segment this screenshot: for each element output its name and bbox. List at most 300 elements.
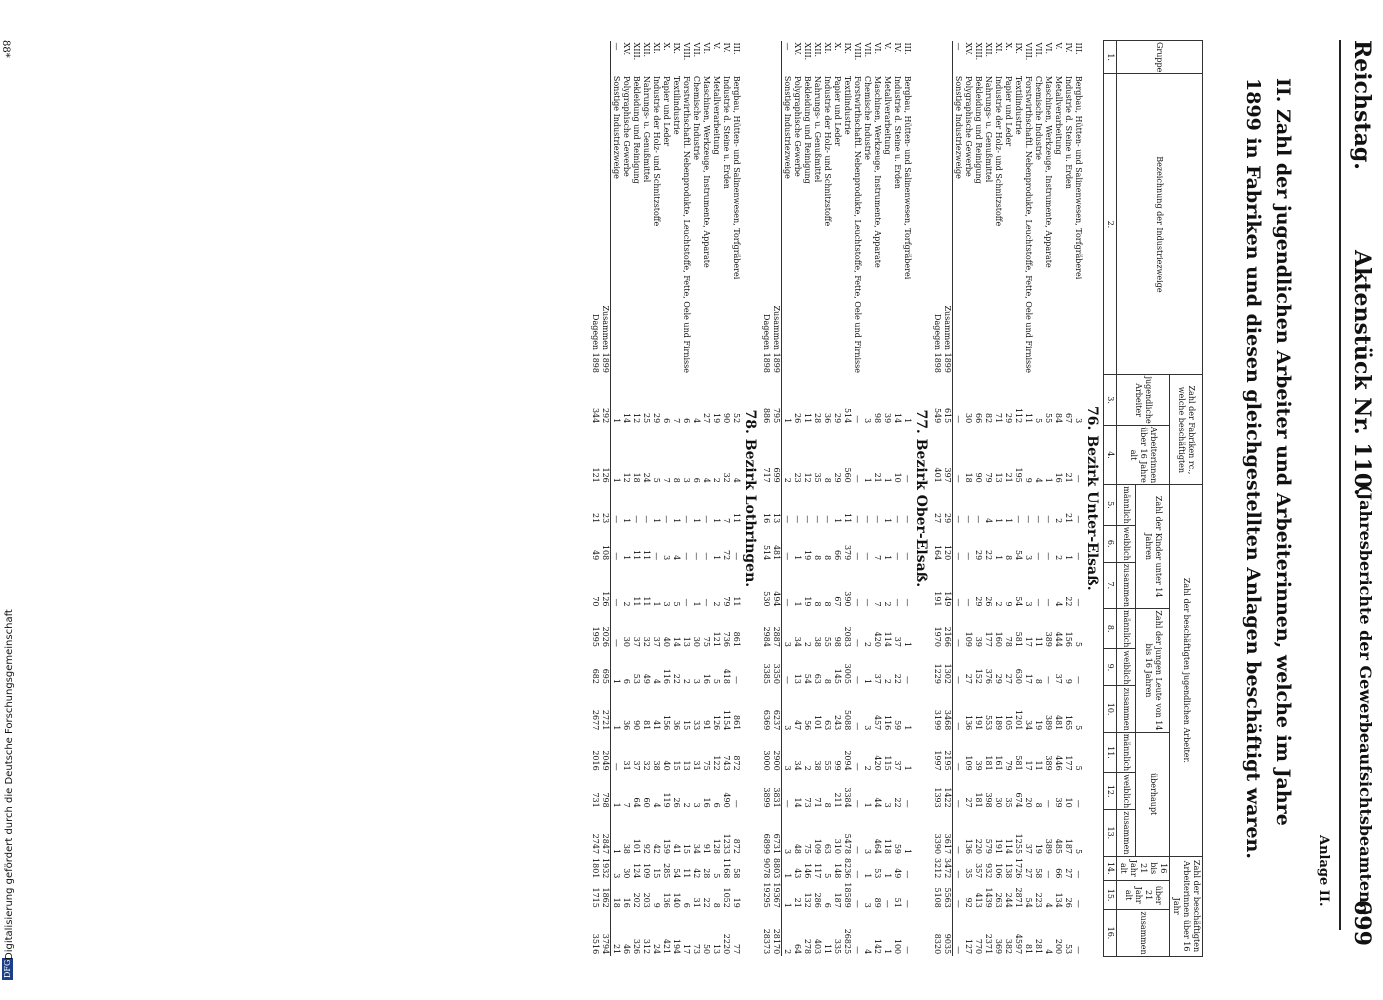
table-cell: 20 (1024, 797, 1033, 808)
table-cell: 1 (622, 555, 631, 561)
gruppe-cell: XIII. (974, 42, 983, 61)
table-cell: — (863, 598, 872, 607)
table-cell: — (954, 799, 963, 808)
table-cell: 41 (652, 720, 661, 731)
gruppe-cell: XII. (984, 42, 993, 58)
table-cell: 8 (1004, 555, 1013, 561)
table-cell: 1 (994, 555, 1003, 561)
table-cell: 263 (994, 892, 1003, 908)
table-cell: 3899 (762, 787, 771, 808)
table-cell: 29 (974, 596, 983, 607)
table-row (661, 41, 671, 957)
table-cell: 26 (1064, 897, 1073, 908)
table-cell: 861 (732, 631, 741, 647)
table-cell: 39 (974, 636, 983, 647)
table-cell: 29 (942, 485, 953, 525)
table-cell: — (813, 515, 822, 524)
table-cell: 490 (722, 792, 731, 808)
industry-name-cell: Bergbau, Hütten- und Salinenwesen, Torfgräberei (732, 75, 741, 280)
table-cell: 30 (622, 868, 631, 879)
table-cell: 31 (692, 760, 701, 771)
table-cell: 27 (1024, 868, 1033, 879)
table-cell: 1 (883, 477, 892, 483)
table-cell: 286 (813, 892, 822, 908)
table-cell: 60 (642, 797, 651, 808)
table-cell: 19 (1034, 843, 1043, 855)
table-row (993, 41, 1003, 957)
table-cell: 9078 (762, 858, 771, 879)
table-cell: 12 (803, 472, 812, 483)
table-cell: 29 (652, 413, 661, 424)
table-cell: 49 (591, 550, 600, 561)
table-cell: 2677 (591, 709, 600, 731)
industry-name-cell: Industrie der Holz- und Schnitzstoffe (652, 75, 661, 227)
table-cell: — (853, 552, 862, 561)
table-cell: — (682, 552, 691, 561)
table-cell: 105 (1004, 715, 1013, 731)
table-cell: 27 (933, 513, 942, 524)
table-row (611, 41, 622, 957)
table-cell: 1 (903, 848, 912, 855)
gruppe-cell: XV. (964, 42, 973, 56)
table-cell: 1995 (591, 626, 600, 647)
industry-name-cell: Bergbau, Hütten- und Salinenwesen, Torfgräberei (903, 75, 912, 280)
table-cell: 1 (783, 418, 792, 424)
table-cell: 11 (642, 550, 651, 561)
gruppe-cell: XI. (823, 42, 832, 54)
table-row (842, 41, 852, 957)
table-cell: — (954, 870, 963, 879)
table-cell: — (1044, 799, 1053, 808)
table-cell: 29 (833, 472, 842, 483)
industry-name-cell: Chemische Industrie (1034, 75, 1043, 161)
gruppe-cell: V. (712, 42, 721, 50)
table-cell: 120 (942, 525, 953, 562)
gruppe-cell: XIII. (803, 42, 812, 61)
table-cell: 2984 (762, 626, 771, 647)
table-cell: — (903, 598, 912, 607)
table-cell: — (853, 946, 862, 955)
table-cell: — (1074, 946, 1083, 955)
table-cell: 514 (843, 407, 852, 424)
table-cell: 203 (642, 892, 651, 908)
table-row (832, 41, 842, 957)
table-cell: 278 (803, 938, 812, 955)
table-cell: 11 (1024, 413, 1033, 424)
table-row (701, 41, 711, 957)
table-cell: 1 (793, 601, 802, 607)
table-cell: 109 (964, 755, 973, 771)
table-cell: 7 (722, 518, 731, 524)
table-cell: 91 (702, 843, 711, 855)
table-cell: 13 (682, 636, 691, 647)
table-cell: 108 (600, 525, 611, 562)
table-cell: 1302 (942, 649, 953, 686)
table-cell: 70 (591, 596, 600, 607)
table-cell: 145 (833, 668, 842, 684)
table-cell: 14 (793, 797, 802, 808)
table-cell: 34 (1024, 720, 1033, 731)
table-cell: 71 (813, 797, 822, 808)
table-cell: — (853, 675, 862, 684)
industry-name-cell: Forstwirthschaftl. Nebenprodukte, Leuchtstoffe, Fette, Oele und Firnisse (853, 75, 862, 373)
table-cell: 59 (893, 843, 902, 855)
table-cell: 89 (873, 897, 882, 908)
table-cell: 579 (984, 838, 993, 855)
table-cell: 2 (803, 765, 812, 771)
table-cell: 4 (732, 477, 741, 483)
comparison-label: Dagegen 1898 (762, 314, 771, 373)
col-kinder: Zahl der Kinder unter 14 Jahren (1136, 485, 1170, 609)
industry-name-cell: Industrie d. Steine u. Erden (1064, 75, 1073, 189)
table-cell: 1801 (591, 858, 600, 879)
table-cell: 1422 (942, 773, 953, 810)
empty-cell (590, 41, 600, 74)
header-rule (1339, 40, 1341, 930)
table-cell: — (893, 598, 902, 607)
table-cell: 15 (682, 720, 691, 731)
table-row (641, 41, 651, 957)
table-row (1013, 41, 1023, 957)
table-cell: — (903, 474, 912, 483)
table-row (621, 41, 631, 957)
table-cell: — (903, 899, 912, 908)
table-cell: 312 (642, 938, 651, 955)
table-cell: 146 (803, 863, 812, 879)
table-cell: 3 (783, 641, 792, 647)
table-cell: 1 (672, 518, 681, 524)
table-cell: 14 (672, 636, 681, 647)
comparison-row (932, 41, 942, 957)
industry-name-cell: Sonstige Industriezweige (954, 75, 963, 179)
table-cell: 58 (732, 868, 741, 879)
table-cell: 19367 (772, 882, 781, 908)
section-heading-row (912, 41, 932, 957)
table-cell: 13 (771, 485, 782, 525)
table-cell: 1 (883, 949, 892, 955)
table-cell: 138 (1004, 863, 1013, 879)
table-cell: — (793, 515, 802, 524)
table-cell: 16 (1054, 472, 1063, 483)
table-cell: — (853, 598, 862, 607)
table-cell: 187 (833, 892, 842, 908)
table-cell: — (1044, 870, 1053, 879)
table-cell: 191 (994, 838, 1003, 855)
industry-name-cell: Textilindustrie (843, 75, 852, 135)
table-cell: — (863, 515, 872, 524)
table-cell: 136 (964, 715, 973, 731)
table-cell: 149 (942, 562, 953, 608)
table-cell: — (954, 846, 963, 855)
table-cell: 11 (732, 596, 741, 607)
total-label: Zusammen 1899 (771, 74, 782, 375)
table-cell: 195 (1014, 467, 1023, 483)
table-cell: 1168 (722, 858, 731, 879)
table-row (963, 41, 973, 957)
table-cell: 12 (632, 413, 641, 424)
column-number: 7. (1104, 562, 1117, 608)
table-cell: 11 (1034, 760, 1043, 771)
table-cell: 369 (994, 938, 1003, 955)
table-cell: — (1034, 515, 1043, 524)
table-cell: 5 (652, 477, 661, 483)
table-cell: 26 (672, 797, 681, 808)
table-cell: 181 (984, 755, 993, 771)
table-cell: — (853, 474, 862, 483)
col-zahl-beschaeftigt: Zahl der beschäftigten jugendlichen Arbeiter. (1170, 485, 1203, 856)
table-cell: 1 (863, 802, 872, 808)
table-cell: 8 (813, 555, 822, 561)
table-cell: 21 (793, 897, 802, 908)
table-cell: 134 (1054, 892, 1063, 908)
table-cell: 64 (632, 797, 641, 808)
table-cell: — (702, 598, 711, 607)
column-number: 15. (1104, 880, 1117, 909)
table-cell: 177 (984, 631, 993, 647)
table-cell: 8803 (772, 858, 781, 879)
table-cell: 67 (1064, 413, 1073, 424)
table-cell: — (903, 515, 912, 524)
table-cell: — (612, 762, 621, 771)
table-cell: 6 (622, 678, 631, 684)
table-cell: 1439 (984, 887, 993, 908)
table-cell: 3350 (771, 649, 782, 686)
table-cell: 1154 (722, 709, 731, 731)
table-cell: 116 (662, 668, 671, 684)
gruppe-cell: XI. (994, 42, 1003, 54)
table-cell: 13 (682, 760, 691, 771)
table-cell: 795 (771, 375, 782, 425)
table-cell: 17 (1024, 673, 1033, 684)
table-cell: — (612, 638, 621, 647)
table-cell: 494 (771, 562, 782, 608)
table-cell: 2721 (600, 686, 611, 732)
table-cell: 4 (692, 418, 701, 424)
table-cell: — (853, 799, 862, 808)
table-cell: 75 (702, 636, 711, 647)
col-j-z: zusammen (1117, 686, 1136, 732)
table-cell: 55 (823, 636, 832, 647)
table-cell: 30 (622, 636, 631, 647)
table-cell: — (954, 552, 963, 561)
table-cell: 292 (600, 375, 611, 425)
page-number: 699 (1349, 900, 1375, 946)
table-cell: — (702, 552, 711, 561)
table-cell: 98 (873, 413, 882, 424)
table-cell: 126 (600, 425, 611, 485)
table-cell: 11 (632, 596, 641, 607)
table-cell: 187 (1064, 838, 1073, 855)
col-arbeiterinnen-ueber16: Zahl der beschäftigten Arbeiterinnen über 16 Jahr (1170, 856, 1203, 956)
table-cell: 34 (692, 843, 701, 855)
total-row (600, 41, 611, 957)
gruppe-cell: VII. (1034, 42, 1043, 58)
industry-name-cell: Sonstige Industriezweige (783, 75, 792, 179)
industry-name-cell: Bekleidung und Reinigung (803, 75, 812, 184)
table-cell: 1229 (933, 663, 942, 684)
table-cell: 11 (1034, 636, 1043, 647)
table-cell: — (1074, 474, 1083, 483)
table-cell: 8 (823, 678, 832, 684)
dfg-logo (2, 959, 16, 1000)
table-cell: 58 (1034, 868, 1043, 879)
table-cell: 770 (974, 938, 983, 955)
table-cell: 78 (1004, 636, 1013, 647)
table-cell: — (903, 552, 912, 561)
table-cell: 37 (632, 760, 641, 771)
table-cell: 13 (994, 472, 1003, 483)
table-cell: 390 (843, 591, 852, 607)
table-cell: 66 (833, 550, 842, 561)
table-cell: 1 (612, 725, 621, 731)
col-junge: Zahl der jungen Leute von 14 bis 16 Jahren (1136, 609, 1170, 733)
table-cell: 75 (702, 760, 711, 771)
industry-name-cell: Nahrungs- u. Genußmittel (642, 75, 651, 183)
table-cell: 3000 (762, 750, 771, 771)
table-cell: — (732, 552, 741, 561)
table-cell: 376 (984, 668, 993, 684)
table-cell: 5 (712, 678, 721, 684)
industry-name-cell: Papier und Leder (1004, 75, 1013, 147)
table-cell: 5 (1074, 641, 1083, 647)
table-cell: 3 (1024, 555, 1033, 561)
table-cell: 223 (1034, 892, 1043, 908)
table-cell: 1 (883, 873, 892, 879)
table-cell: — (903, 799, 912, 808)
table-cell: 1 (692, 518, 701, 524)
table-cell: 3 (783, 765, 792, 771)
table-cell: 161 (994, 755, 1003, 771)
table-cell: 23 (600, 485, 611, 525)
table-row (872, 41, 882, 957)
gruppe-cell: XV. (622, 42, 631, 56)
table-cell: 54 (1024, 897, 1033, 908)
table-cell: — (612, 552, 621, 561)
column-number: 13. (1104, 810, 1117, 856)
table-row (862, 41, 872, 957)
table-cell: 109 (813, 838, 822, 855)
industry-name-cell: Chemische Industrie (692, 75, 701, 161)
table-cell: — (1044, 515, 1053, 524)
table-cell: 3390 (933, 833, 942, 855)
table-cell: 7 (873, 601, 882, 607)
data-table (590, 40, 1203, 957)
industry-name-cell: Polygraphische Gewerbe (964, 75, 973, 177)
table-cell: 2871 (1014, 887, 1023, 908)
table-cell: 1 (612, 477, 621, 483)
table-cell: 1 (692, 601, 701, 607)
gruppe-cell: V. (1054, 42, 1063, 50)
table-cell: 1 (1004, 518, 1013, 524)
table-cell: 49 (893, 868, 902, 879)
table-cell: 127 (964, 938, 973, 955)
table-cell: 49 (642, 673, 651, 684)
section-heading-row (741, 41, 761, 957)
table-cell: 25 (642, 413, 651, 424)
column-number: 8. (1104, 609, 1117, 649)
table-cell: 398 (984, 792, 993, 808)
table-cell: 40 (662, 760, 671, 771)
table-cell: — (974, 515, 983, 524)
table-cell: 48 (793, 843, 802, 855)
table-cell: 14 (622, 413, 631, 424)
table-cell: — (964, 598, 973, 607)
table-cell: 140 (672, 892, 681, 908)
table-cell: 21 (591, 513, 600, 524)
sheet-signature: 88* (0, 40, 11, 58)
table-cell: 2 (712, 601, 721, 607)
table-row (1033, 41, 1043, 957)
table-cell: 24 (642, 472, 651, 483)
table-cell: 3516 (591, 933, 600, 955)
table-cell: 5108 (933, 887, 942, 908)
table-cell: 6 (662, 418, 671, 424)
table-cell: — (612, 598, 621, 607)
table-cell: — (893, 515, 902, 524)
table-cell: 3468 (942, 686, 953, 732)
table-cell: 6899 (762, 833, 771, 855)
column-number: 1. (1104, 41, 1117, 74)
table-cell: 11 (682, 868, 691, 879)
table-cell: 6 (692, 477, 701, 483)
table-cell: — (783, 552, 792, 561)
table-cell: 21 (612, 943, 621, 955)
table-cell: 22 (984, 550, 993, 561)
table-cell: — (954, 598, 963, 607)
table-cell: 109 (964, 631, 973, 647)
table-cell: 420 (873, 631, 882, 647)
table-cell: 36 (672, 720, 681, 731)
table-cell: 1 (612, 678, 621, 684)
column-number: 3. (1104, 375, 1117, 425)
table-row (1073, 41, 1083, 957)
table-cell: 2094 (843, 750, 852, 771)
table-cell: 4 (1054, 601, 1063, 607)
table-cell: 37 (652, 636, 661, 647)
table-cell: 11 (642, 596, 651, 607)
empty-cell (600, 41, 611, 74)
table-cell: — (954, 638, 963, 647)
table-cell: — (853, 899, 862, 908)
table-cell: — (1074, 515, 1083, 524)
table-cell: 101 (632, 838, 641, 855)
comparison-row (590, 41, 600, 957)
table-cell: 118 (883, 838, 892, 855)
table-row (852, 41, 862, 957)
table-cell: 82 (984, 413, 993, 424)
table-cell: 8 (823, 555, 832, 561)
table-cell: 446 (1054, 755, 1063, 771)
table-cell: 1393 (933, 787, 942, 808)
table-cell: 27 (1004, 673, 1013, 684)
table-cell: 35 (813, 472, 822, 483)
table-cell: 165 (1064, 715, 1073, 731)
table-cell: 3 (1074, 418, 1083, 424)
table-cell: 191 (933, 591, 942, 607)
table-cell: 19295 (762, 882, 771, 908)
industry-name-cell: Maschinen, Werkzeuge, Instrumente, Apparate (702, 75, 711, 268)
table-cell: 6731 (771, 810, 782, 856)
col-u-m: männlich (1117, 732, 1136, 772)
table-cell: 1 (712, 518, 721, 524)
table-cell: 3 (682, 477, 691, 483)
column-number: 5. (1104, 485, 1117, 525)
table-cell: 3212 (933, 858, 942, 879)
table-cell: 12 (622, 472, 631, 483)
header-aktenstueck: Aktenstück Nr. 110. (1349, 250, 1375, 496)
table-cell: 19 (712, 413, 721, 424)
industry-name-cell: Bergbau, Hütten- und Salinenwesen, Torfgräberei (1074, 75, 1083, 280)
